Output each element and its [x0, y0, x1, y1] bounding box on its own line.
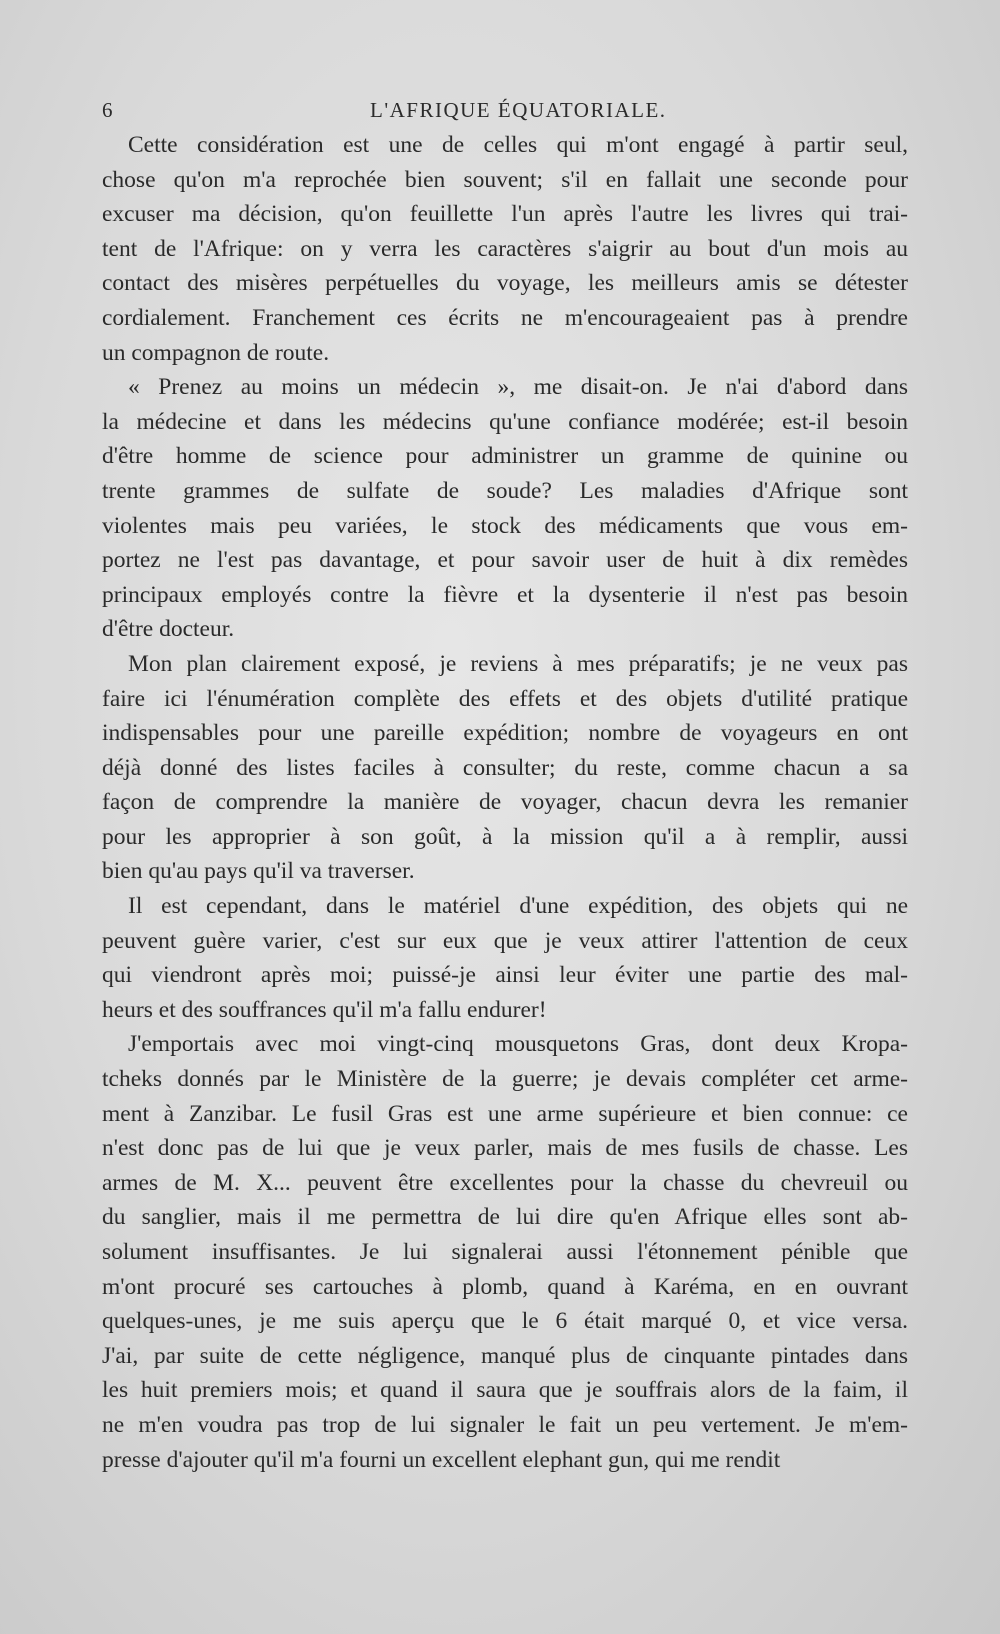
- text-line: d'être homme de science pour administrer un gramme de quinine ou: [102, 443, 908, 470]
- text-line: J'ai, par suite de cette négligence, manqué plus de cinquante pintades dans: [102, 1342, 908, 1369]
- text-line: Cette considération est une de celles qui m'ont engagé à partir seul,: [128, 132, 908, 158]
- text-line: tent de l'Afrique: on y verra les caractères s'aigrir au bout d'un mois au: [102, 235, 908, 262]
- text-line: m'ont procuré ses cartouches à plomb, quand à Karéma, en en ouvrant: [102, 1273, 908, 1300]
- text-line: Mon plan clairement exposé, je reviens à mes préparatifs; je ne veux pas: [128, 650, 908, 677]
- text-line: les huit premiers mois; et quand il saura que je souffrais alors de la faim, il: [102, 1377, 908, 1404]
- text-line: un compagnon de route.: [102, 339, 330, 366]
- text-line: heurs et des souffrances qu'il m'a fallu endurer!: [102, 996, 547, 1023]
- text-body: [102, 128, 908, 1477]
- text-line: solument insuffisantes. Je lui signalerai aussi l'étonnement pénible que: [102, 1239, 908, 1265]
- page-number: 6: [102, 98, 113, 122]
- text-line: tcheks donnés par le Ministère de la guerre; je devais compléter cet arme-: [102, 1066, 908, 1093]
- text-line: du sanglier, mais il me permettra de lui dire qu'en Afrique elles sont ab-: [102, 1204, 908, 1231]
- paragraph: [102, 128, 908, 370]
- text-line: d'être docteur.: [102, 616, 235, 643]
- text-line: faire ici l'énumération complète des effets et des objets d'utilité pratique: [102, 685, 908, 712]
- text-line: peuvent guère varier, c'est sur eux que je veux attirer l'attention de ceux: [102, 927, 908, 954]
- text-line: Il est cependant, dans le matériel d'une expédition, des objets qui ne: [128, 893, 908, 920]
- text-line: J'emportais avec moi vingt-cinq mousquetons Gras, dont deux Kropa-: [128, 1031, 908, 1058]
- text-line: violentes mais peu variées, le stock des médicaments que vous em-: [102, 512, 908, 539]
- text-line: bien qu'au pays qu'il va traverser.: [102, 858, 415, 885]
- paragraph: [102, 1027, 908, 1477]
- text-line: n'est donc pas de lui que je veux parler, mais de mes fusils de chasse. Les: [102, 1135, 908, 1162]
- text-line: chose qu'on m'a reprochée bien souvent; s'il en fallait une seconde pour: [102, 166, 908, 193]
- text-line: principaux employés contre la fièvre et la dysenterie il n'est pas besoin: [102, 581, 908, 608]
- text-line: armes de M. X... peuvent être excellentes pour la chasse du chevreuil ou: [102, 1169, 908, 1196]
- text-line: portez ne l'est pas davantage, et pour savoir user de huit à dix remèdes: [102, 547, 908, 574]
- text-line: façon de comprendre la manière de voyager, chacun devra les remanier: [102, 789, 908, 816]
- paragraph: [102, 889, 908, 1027]
- text-line: cordialement. Franchement ces écrits ne m'encourageaient pas à prendre: [102, 304, 908, 331]
- text-line: ment à Zanzibar. Le fusil Gras est une arme supérieure et bien connue: ce: [102, 1100, 908, 1127]
- page-header: [102, 92, 908, 126]
- text-line: presse d'ajouter qu'il m'a fourni un excellent elephant gun, qui me rendit: [102, 1446, 781, 1473]
- text-line: déjà donné des listes faciles à consulter; du reste, comme chacun a sa: [102, 754, 908, 781]
- text-line: « Prenez au moins un médecin », me disait-on. Je n'ai d'abord dans: [128, 374, 908, 401]
- paragraph: [102, 370, 908, 647]
- text-line: ne m'en voudra pas trop de lui signaler le fait un peu vertement. Je m'em-: [102, 1411, 908, 1438]
- text-line: excuser ma décision, qu'on feuillette l'un après l'autre les livres qui trai-: [102, 201, 908, 228]
- text-line: trente grammes de sulfate de soude? Les maladies d'Afrique sont: [102, 477, 908, 504]
- text-line: la médecine et dans les médecins qu'une confiance modérée; est-il besoin: [102, 408, 908, 435]
- text-line: pour les approprier à son goût, à la mission qu'il a à remplir, aussi: [102, 823, 908, 850]
- text-line: qui viendront après moi; puissé-je ainsi leur éviter une partie des mal-: [102, 962, 908, 989]
- text-line: indispensables pour une pareille expédition; nombre de voyageurs en ont: [102, 720, 908, 747]
- text-line: quelques-unes, je me suis aperçu que le 6 était marqué 0, et vice versa.: [102, 1308, 908, 1335]
- running-title: L'AFRIQUE ÉQUATORIALE.: [370, 98, 667, 122]
- paragraph: [102, 647, 908, 889]
- text-line: contact des misères perpétuelles du voyage, les meilleurs amis se détester: [102, 270, 908, 297]
